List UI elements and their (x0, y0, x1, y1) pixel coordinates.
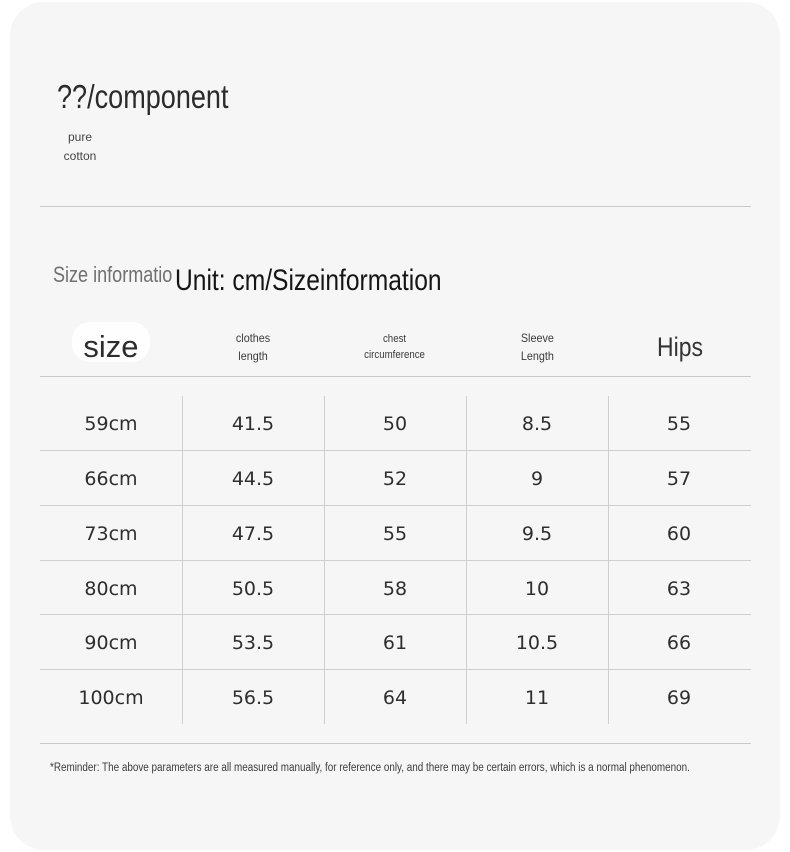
material-text (58, 128, 102, 166)
cell-hips: 55 (666, 413, 692, 435)
header-size-label: size (83, 329, 139, 364)
header-clothes-length (182, 322, 324, 372)
row-divider (40, 614, 751, 615)
cell-size: 80cm (84, 578, 138, 600)
cell-chest: 50 (382, 413, 408, 435)
cell-sleeve-length: 9 (530, 468, 544, 490)
cell-hips: 57 (666, 468, 692, 490)
cell-sleeve-length: 8.5 (521, 413, 553, 435)
row-divider (40, 450, 751, 451)
header-clothes-length-line1: clothes (235, 331, 271, 345)
composition-title: ??/component (57, 78, 229, 115)
cell-chest: 61 (382, 632, 408, 654)
header-hips-label: Hips (657, 331, 703, 362)
material-line-2: cotton (63, 149, 97, 163)
footer-divider (40, 743, 751, 744)
table-row (40, 397, 751, 451)
header-chest-line1: chest (383, 333, 407, 345)
cell-size: 100cm (78, 687, 144, 709)
table-row (40, 562, 751, 616)
cell-size: 66cm (84, 468, 138, 490)
material-line-1: pure (67, 130, 93, 144)
row-divider (40, 505, 751, 506)
cell-clothes-length: 50.5 (231, 578, 275, 600)
cell-chest: 55 (382, 523, 408, 545)
cell-chest: 64 (382, 687, 408, 709)
cell-clothes-length: 41.5 (231, 413, 275, 435)
header-sleeve-line1: Sleeve (520, 331, 554, 345)
header-chest (324, 322, 466, 372)
size-information-label: Size informatio (53, 262, 173, 287)
cell-clothes-length: 44.5 (231, 468, 275, 490)
reminder-note: *Reminder: The above parameters are all measured manually, for reference only, and there may be certain errors, which is a normal phenomenon. (50, 762, 690, 774)
header-divider (40, 376, 751, 377)
section-divider (40, 206, 751, 207)
cell-hips: 60 (666, 523, 692, 545)
header-hips (609, 322, 751, 372)
cell-hips: 63 (666, 578, 692, 600)
cell-clothes-length: 56.5 (231, 687, 275, 709)
cell-size: 59cm (84, 413, 138, 435)
table-row (40, 452, 751, 506)
cell-clothes-length: 53.5 (231, 632, 275, 654)
row-divider (40, 560, 751, 561)
table-row (40, 507, 751, 561)
cell-size: 90cm (84, 632, 138, 654)
header-size (40, 322, 182, 372)
header-chest-line2: circumference (364, 349, 426, 361)
row-divider (40, 669, 751, 670)
header-sleeve-line2: Length (520, 349, 554, 363)
cell-size: 73cm (84, 523, 138, 545)
cell-chest: 52 (382, 468, 408, 490)
cell-sleeve-length: 11 (524, 687, 550, 709)
cell-sleeve-length: 9.5 (521, 523, 553, 545)
cell-clothes-length: 47.5 (231, 523, 275, 545)
cell-sleeve-length: 10.5 (515, 632, 559, 654)
header-clothes-length-line2: length (238, 349, 268, 363)
cell-hips: 66 (666, 632, 692, 654)
unit-title: Unit: cm/Sizeinformation (175, 264, 442, 297)
table-row (40, 671, 751, 725)
cell-hips: 69 (666, 687, 692, 709)
header-sleeve-length (466, 322, 608, 372)
cell-sleeve-length: 10 (524, 578, 550, 600)
cell-chest: 58 (382, 578, 408, 600)
table-row (40, 616, 751, 670)
